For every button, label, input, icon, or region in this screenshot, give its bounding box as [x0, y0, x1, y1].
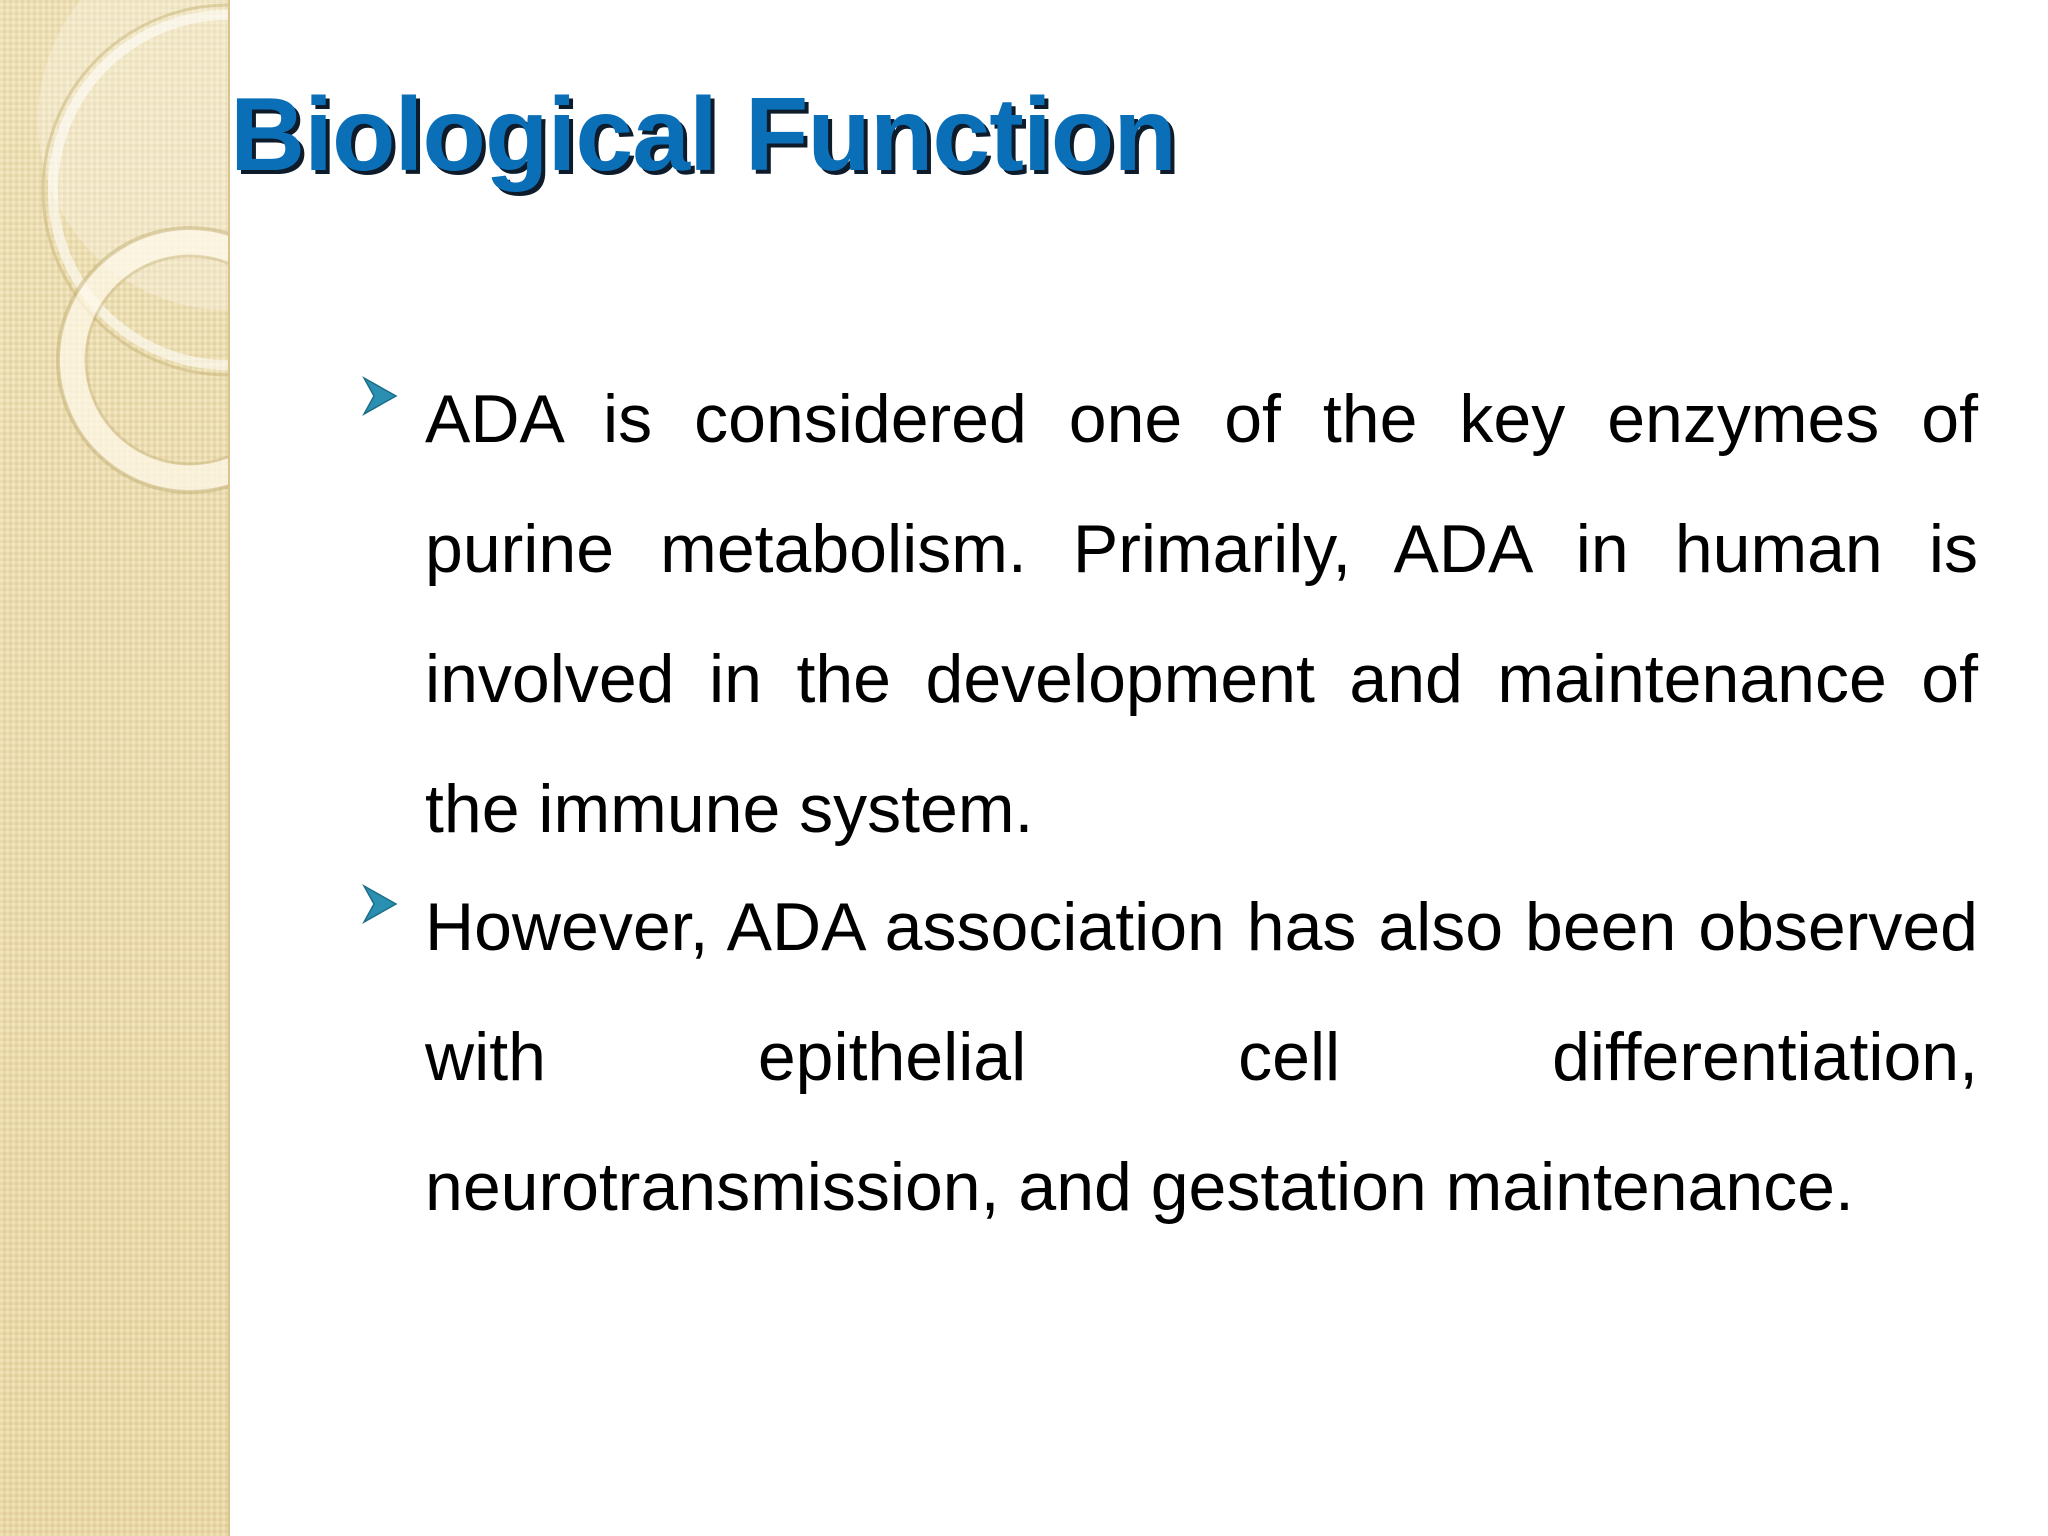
decorative-side-panel — [0, 0, 230, 1536]
arrow-bullet-icon — [362, 376, 398, 416]
bullet-item — [362, 354, 1978, 874]
arrow-bullet-icon — [362, 884, 398, 924]
bullet-text: However, ADA association has also been observed with epithelial cell differentiation, neurotransmission, and gestation maintenance. — [425, 889, 1978, 1225]
decorative-rings-graphic — [0, 0, 228, 520]
bullet-item — [362, 862, 1978, 1252]
bullet-text: ADA is considered one of the key enzymes of purine metabolism. Primarily, ADA in human is involved in the development and maintenance of the immune system. — [425, 381, 1978, 847]
slide-title: Biological Function — [230, 77, 1176, 193]
bullet-list — [362, 376, 1978, 1262]
